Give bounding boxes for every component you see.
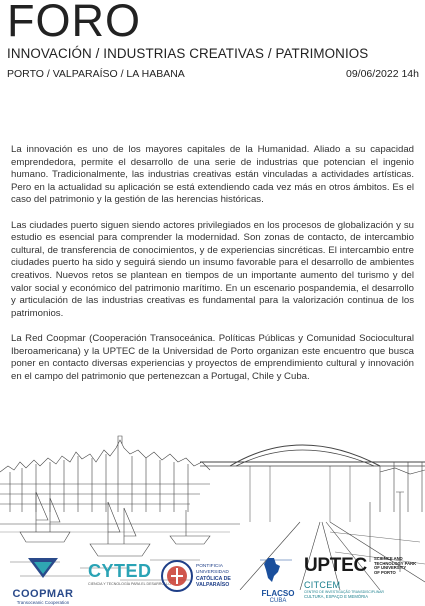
sponsor-logos [0, 548, 425, 605]
event-date: 09/06/2022 14h [346, 68, 419, 80]
page-title: FORO [7, 0, 141, 46]
pucv-logo [160, 558, 240, 600]
coopmar-name: COOPMAR [12, 588, 74, 600]
flacso-map-icon [256, 556, 296, 584]
header [7, 0, 419, 81]
coopmar-logo [4, 556, 82, 605]
cyted-logo [88, 561, 172, 600]
body-text [11, 144, 414, 396]
pucv-line-4: VALPARAÍSO [196, 582, 230, 588]
coopmar-subtitle: Transoceanic Cooperation [16, 600, 70, 605]
citcem-sub-2: CULTURA, ESPAÇO E MEMÓRIA [304, 594, 369, 599]
flacso-logo [256, 556, 300, 604]
pucv-line-3: CATÓLICA DE [196, 576, 231, 582]
paragraph-1: La innovación es uno de los mayores capitales de la Humanidad. Aliado a su capacidad emprendedora, permite el desarrollo de una serie de industrias que potencian el ingenio humano. Tradicionalmente, las industrias creativas están vinculadas a actividades artísticas. Pero en la actualidad su aplicación se está extendiendo cada vez más en otros ámbitos. Es el caso del patrimonio y la gestión de las herencias históricas. [11, 144, 414, 206]
cyted-name: CYTED [88, 561, 152, 581]
paragraph-2: Las ciudades puerto siguen siendo actores privilegiados en los procesos de globalización y su estudio es esencial para comprender la modernidad. Son zonas de contacto, de intercambio cultural, de transferencia de conocimientos, y de experiencias sincréticas. El intercambio entre ciudades puerto ha sido y seguirá siendo un insumo favorable para el desarrollo de ambientes creativos. Nuevos retos se plantean en tiempos de un importante aumento del turismo y del valor social y económico del patrimonio marítimo. En un escenario pospandemia, el desarrollo y articulación de las industrias creativas es fundamental para la valorización continua de los patrimonios. [11, 219, 414, 319]
page-subtitle: INNOVACIÓN / INDUSTRIAS CREATIVAS / PATRIMONIOS [7, 46, 369, 61]
uptec-name: UPTEC [304, 555, 367, 576]
uptec-side-2: TECHNOLOGY PARK [374, 560, 417, 566]
flacso-subtitle: CUBA [269, 598, 287, 604]
uptec-side-3: OF UNIVERSITY [374, 565, 407, 571]
citcem-sub-1: CENTRO DE INVESTIGAÇÃO TRANSDISCIPLINAR [304, 590, 385, 594]
header-meta [7, 67, 419, 81]
uptec-side-4: OF PORTO [374, 569, 396, 575]
uptec-logo [304, 556, 422, 601]
uptec-side-1: SCIENCE AND [374, 556, 403, 561]
pucv-line-2: UNIVERSIDAD [196, 570, 229, 575]
pucv-line-1: PONTIFICIA [196, 564, 223, 569]
cities-line: PORTO / VALPARAÍSO / LA HABANA [7, 68, 185, 80]
coopmar-emblem-icon [4, 556, 82, 584]
flacso-name: FLACSO [261, 589, 295, 598]
pucv-shield-icon [160, 558, 194, 598]
paragraph-3: La Red Coopmar (Cooperación Transoceánica. Políticas Públicas y Comunidad Sociocultural Iberoamericana) y la UPTEC de la Universidad de Porto organizan este encuentro que busca poner en contacto diversas experiencias y proyectos de emprendimiento cultural y innovación en el campo del patrimonio que pertenezcan a Portugal, Chile y Cuba. [11, 332, 414, 382]
cyted-subtitle: CIENCIA Y TECNOLOGÍA PARA EL DESARROLLO [88, 582, 172, 586]
citcem-name: CITCEM [304, 580, 341, 590]
